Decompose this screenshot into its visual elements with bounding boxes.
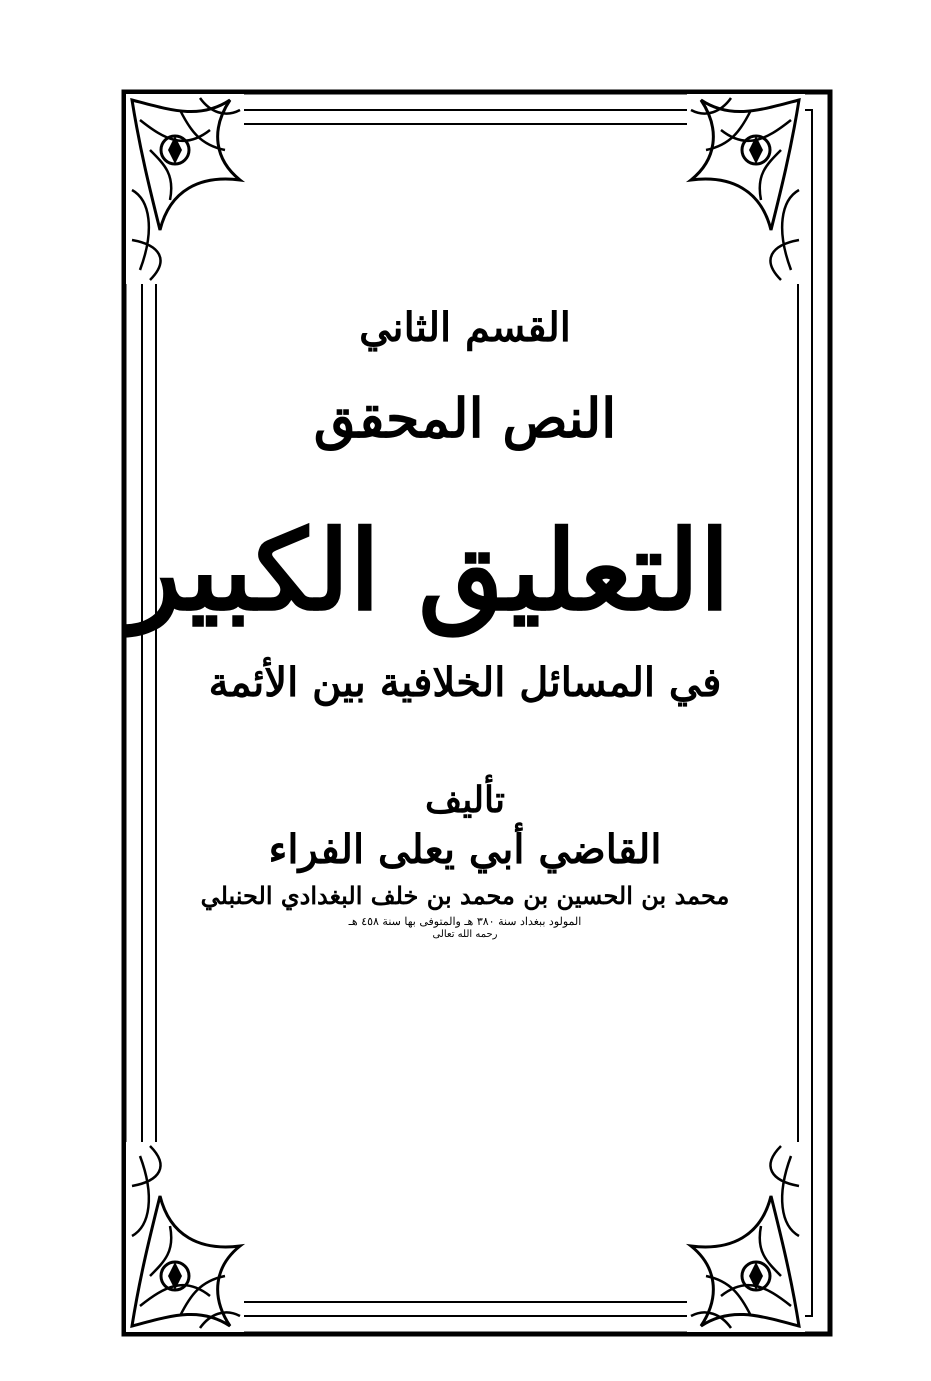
topic-line: في المسائل الخلافية بين الأئمة [208,658,722,706]
corner-ornament-top-right-icon [687,94,805,284]
corner-ornament-top-left-icon [126,94,244,284]
section-label: القسم الثاني [359,304,571,351]
corner-ornament-bottom-left-icon [126,1142,244,1332]
by-label: تأليف [424,778,506,821]
main-title: التعليق الكبير [128,505,730,635]
author-full-name: محمد بن الحسين بن محمد بن خلف البغدادي الحنبلي [200,880,730,910]
title-block [128,290,730,941]
author-dates: المولود ببغداد سنة ٣٨٠ هـ والمتوفى بها سنة ٤٥٨ هـ [348,914,582,928]
subtitle: النص المحقق [313,386,617,450]
author-blessing: رحمه الله تعالى [432,928,498,940]
author-name: القاضي أبي يعلى الفراء [268,825,662,873]
corner-ornament-bottom-right-icon [687,1142,805,1332]
